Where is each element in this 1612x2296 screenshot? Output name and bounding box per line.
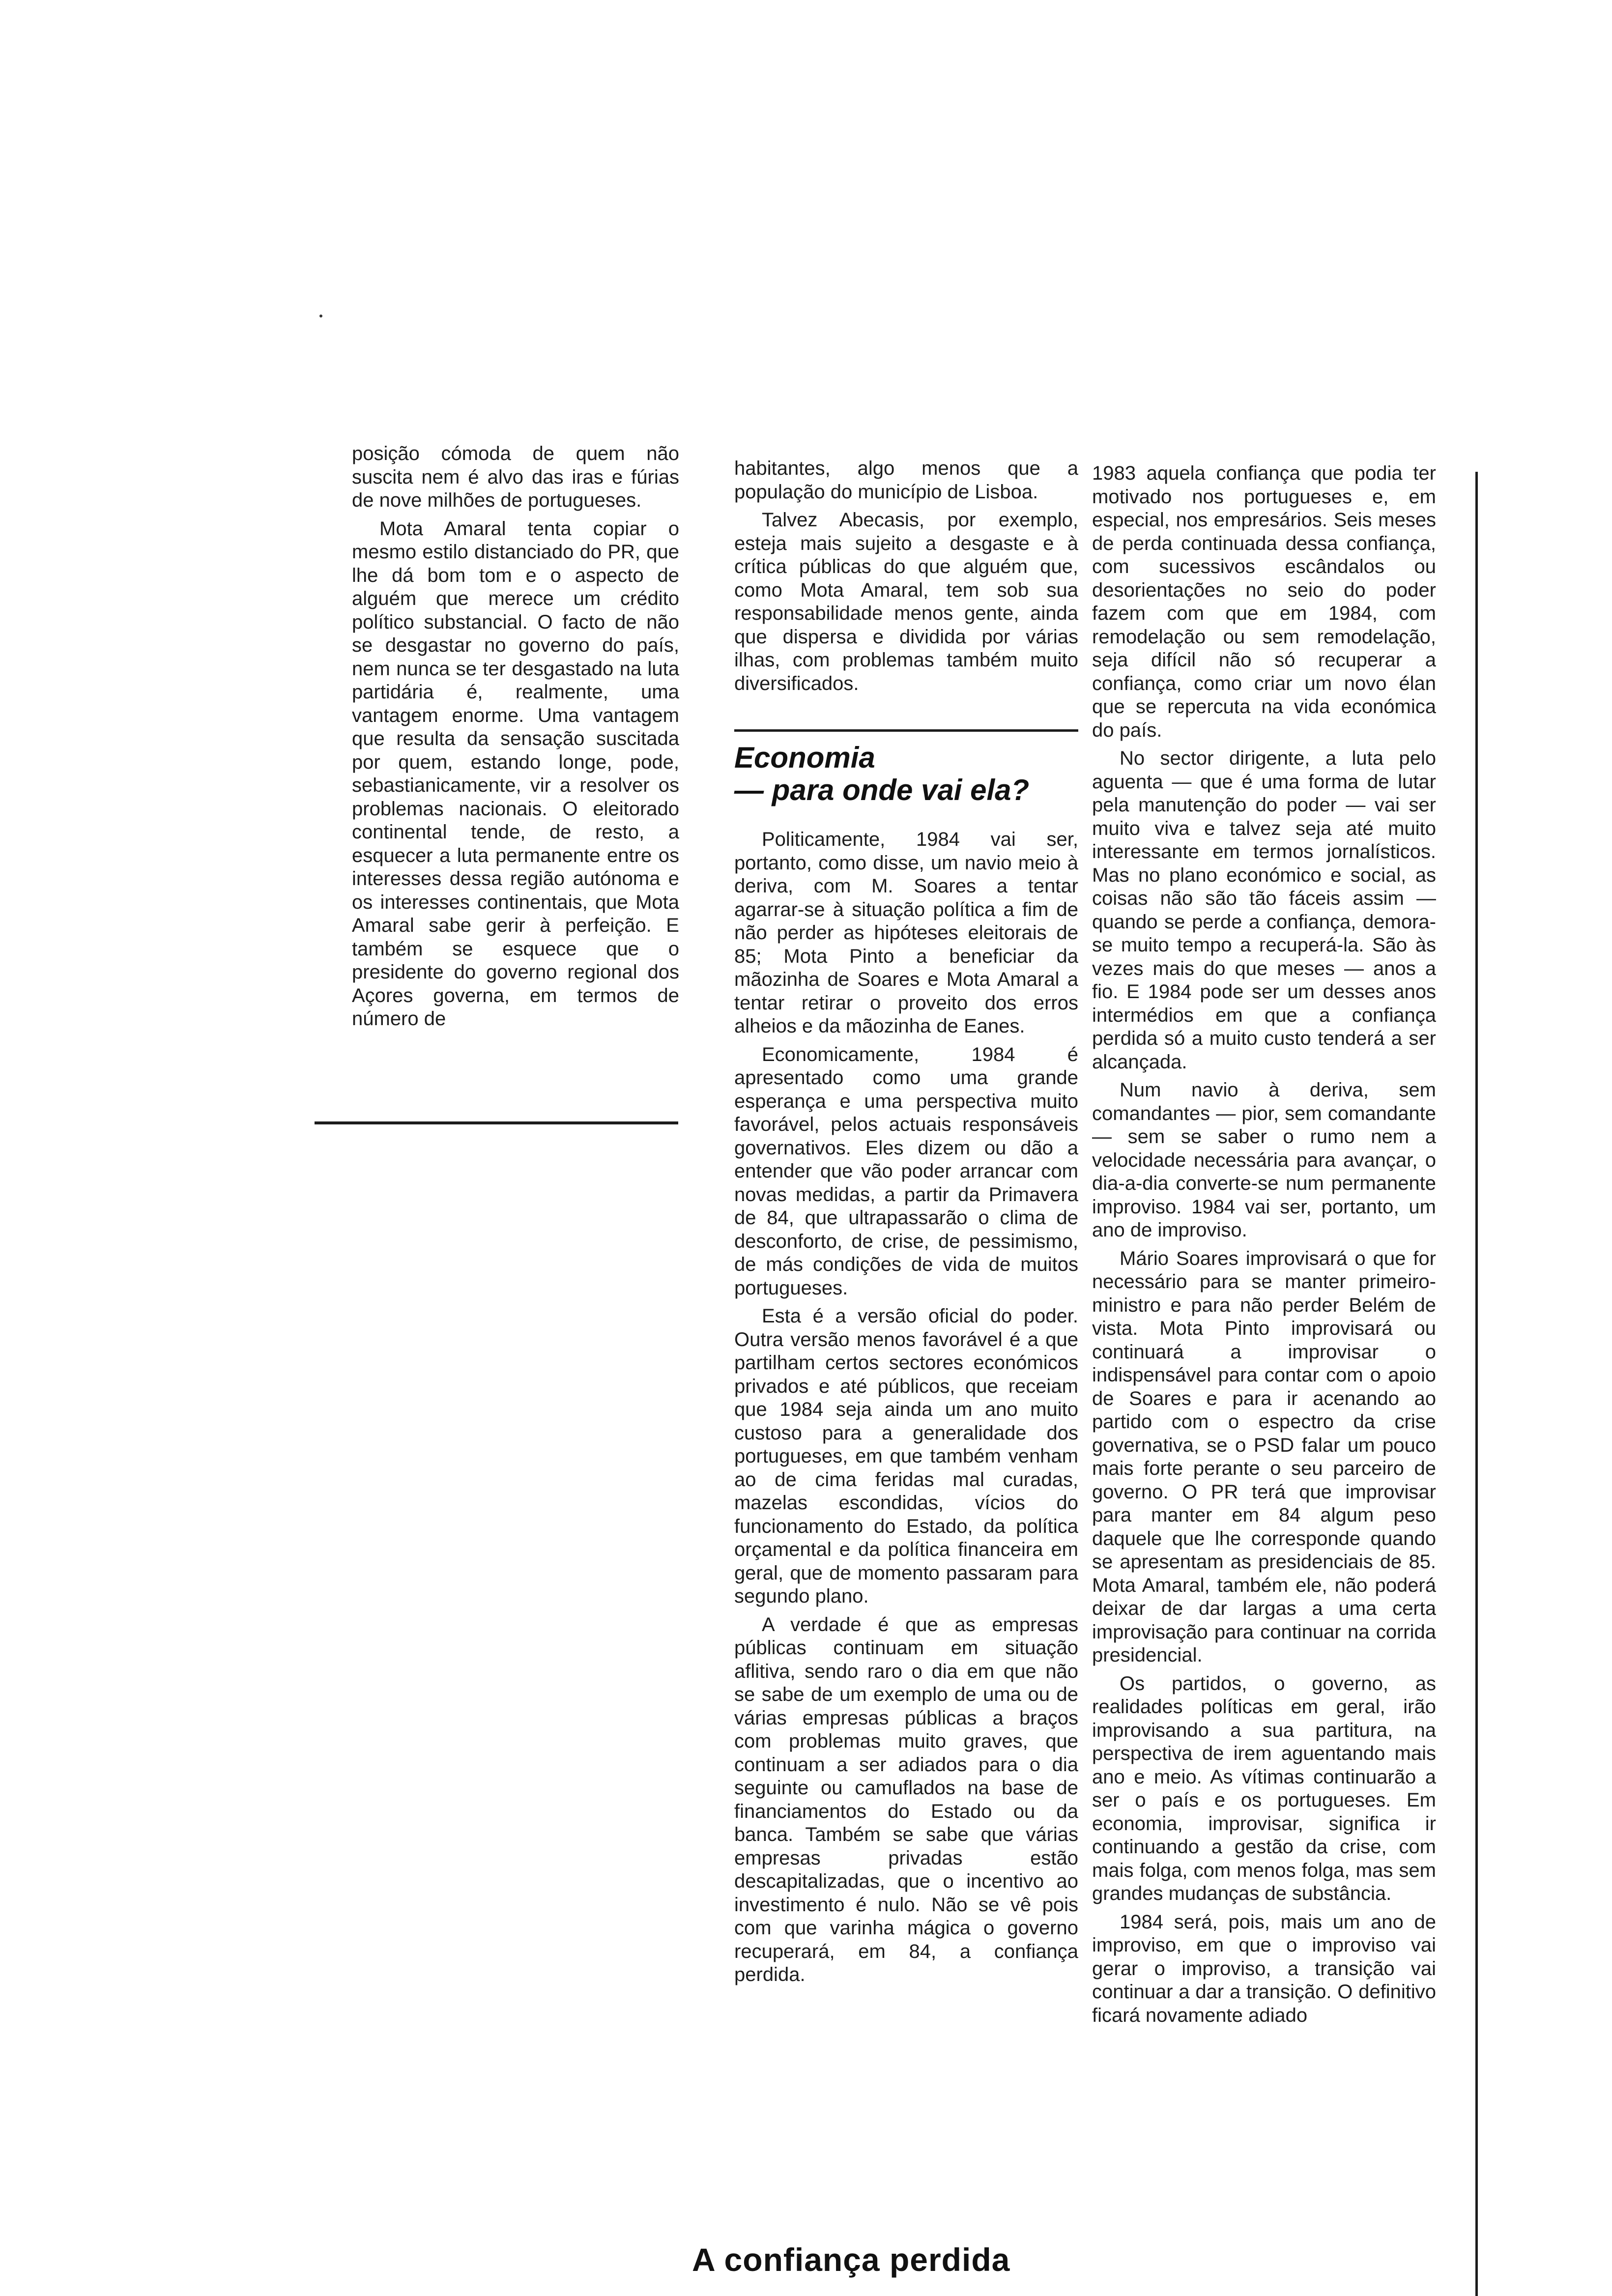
- paragraph: A verdade é que as empresas públicas continuam em situação aflitiva, sendo raro o dia em que não se sabe de um exemplo de uma ou de várias empresas públicas a braços com problemas muito graves, que continuam a ser adiados para o dia seguinte ou camuflados na base de financiamentos do Estado ou da banca. Também se sabe que várias empresas privadas estão descapitalizadas, que o incentivo ao investimento é nulo. Não se vê pois com que varinha mágica o governo recuperará, em 84, a confiança perdida.: [734, 1613, 1078, 1985]
- headline-economia: [734, 742, 1078, 806]
- headline-confianca: A confiança perdida: [692, 2241, 1010, 2278]
- paragraph: Economicamente, 1984 é apresentado como uma grande esperança e uma perspectiva muito favorável, pelos actuais responsáveis governativos. Eles dizem ou dão a entender que vão poder arrancar com novas medidas, a partir da Primavera de 84, que ultrapassarão o clima de desconforto, de crise, de pessimismo, de más condições de vida de muitos portugueses.: [734, 1043, 1078, 1299]
- paragraph: 1983 aquela confiança que podia ter motivado nos portugueses e, em especial, nos empresários. Seis meses de perda continuada dessa confiança, com sucessivos escândalos ou desorientações no seio do poder fazem com que em 1984, com remodelação ou sem remodelação, seja difícil não só recuperar a confiança, como criar um novo élan que se repercuta na vida económica do país.: [1092, 462, 1436, 741]
- left-column: [352, 442, 679, 1031]
- section-rule-middle: [734, 729, 1078, 732]
- paragraph: 1984 será, pois, mais um ano de improviso, em que o improviso vai gerar o improviso, a transição vai continuar a dar a transição. O definitivo ficará novamente adiado: [1092, 1911, 1436, 2026]
- paragraph: Talvez Abecasis, por exemplo, esteja mais sujeito a desgaste e à crítica públicas do que alguém que, como Mota Amaral, tem sob sua responsabilidade menos gente, ainda que dispersa e dividida por várias ilhas, com problemas também muito diversificados.: [734, 509, 1078, 694]
- paragraph: Num navio à deriva, sem comandantes — pior, sem comandante — sem se saber o rumo nem a velocidade necessária para avançar, o dia-a-dia converte-se num permanente improviso. 1984 vai ser, portanto, um ano de improviso.: [1092, 1079, 1436, 1241]
- paragraph: Politicamente, 1984 vai ser, portanto, como disse, um navio meio à deriva, com M. Soares a tentar agarrar-se à situação política a fim de não perder as hipóteses eleitorais de 85; Mota Pinto a beneficiar da mãozinha de Soares e Mota Amaral a tentar retirar o proveito dos erros alheios e da mãozinha de Eanes.: [734, 829, 1078, 1037]
- speck-mark: [319, 315, 322, 317]
- paragraph: No sector dirigente, a luta pelo aguenta — que é uma forma de lutar pela manutenção do poder — vai ser muito viva e talvez seja até muito interessante em termos jornalísticos. Mas no plano económico e social, as coisas não são tão fáceis assim — quando se perde a confiança, demora-se muito tempo a recuperá-la. São às vezes mais do que meses — anos a fio. E 1984 pode ser um desses anos intermédios em que a confiança perdida só a muito custo tenderá a ser alcançada.: [1092, 747, 1436, 1073]
- paragraph: Mário Soares improvisará o que for necessário para se manter primeiro-ministro e para não perder Belém de vista. Mota Pinto improvisará ou continuará a improvisar o indispensável para contar com o apoio de Soares e para ir acenando ao partido com o espectro da crise governativa, se o PSD falar um pouco mais forte perante o seu parceiro de governo. O PR terá que improvisar para manter em 84 algum peso daquele que lhe corresponde quando se apresentam as presidenciais de 85. Mota Amaral, também ele, não poderá deixar de dar largas a uma certa improvisação para continuar na corrida presidencial.: [1092, 1247, 1436, 1666]
- column-rule-left: [315, 1121, 678, 1124]
- right-column: [1092, 462, 1436, 2027]
- clipping-edge: [1475, 472, 1478, 2296]
- headline-line: Economia: [734, 741, 875, 774]
- paragraph: habitantes, algo menos que a população do município de Lisboa.: [734, 458, 1078, 503]
- paragraph: Esta é a versão oficial do poder. Outra versão menos favorável é a que partilham certos sectores económicos privados e até públicos, que receiam que 1984 seja ainda um ano muito custoso para a generalidade dos portugueses, em que também venham ao de cima feridas mal curadas, mazelas escondidas, vícios do funcionamento do Estado, da política orçamental e da política financeira em geral, que de momento passaram para segundo plano.: [734, 1305, 1078, 1607]
- middle-column: [734, 457, 1078, 1987]
- paragraph: Os partidos, o governo, as realidades políticas em geral, irão improvisando a sua partitura, na perspectiva de irem aguentando mais ano e meio. As vítimas continuarão a ser o país e os portugueses. Em economia, improvisar, significa ir continuando a gestão da crise, com mais folga, com menos folga, mas sem grandes mudanças de substância.: [1092, 1672, 1436, 1904]
- paragraph: posição cómoda de quem não suscita nem é alvo das iras e fúrias de nove milhões de portugueses.: [352, 443, 679, 511]
- paragraph: Mota Amaral tenta copiar o mesmo estilo distanciado do PR, que lhe dá bom tom e o aspecto de alguém que merece um crédito político substancial. O facto de não se desgastar no governo do país, nem nunca se ter desgastado na luta partidária é, realmente, uma vantagem enorme. Uma vantagem que resulta da sensação suscitada por quem, estando longe, pode, sebastianicamente, vir a resolver os problemas nacionais. O eleitorado continental tende, de resto, a esquecer a luta permanente entre os interesses dessa região autónoma e os interesses continentais, que Mota Amaral sabe gerir à perfeição. E também se esquece que o presidente do governo regional dos Açores governa, em termos de número de: [352, 517, 679, 1030]
- headline-line: — para onde vai ela?: [734, 774, 1030, 806]
